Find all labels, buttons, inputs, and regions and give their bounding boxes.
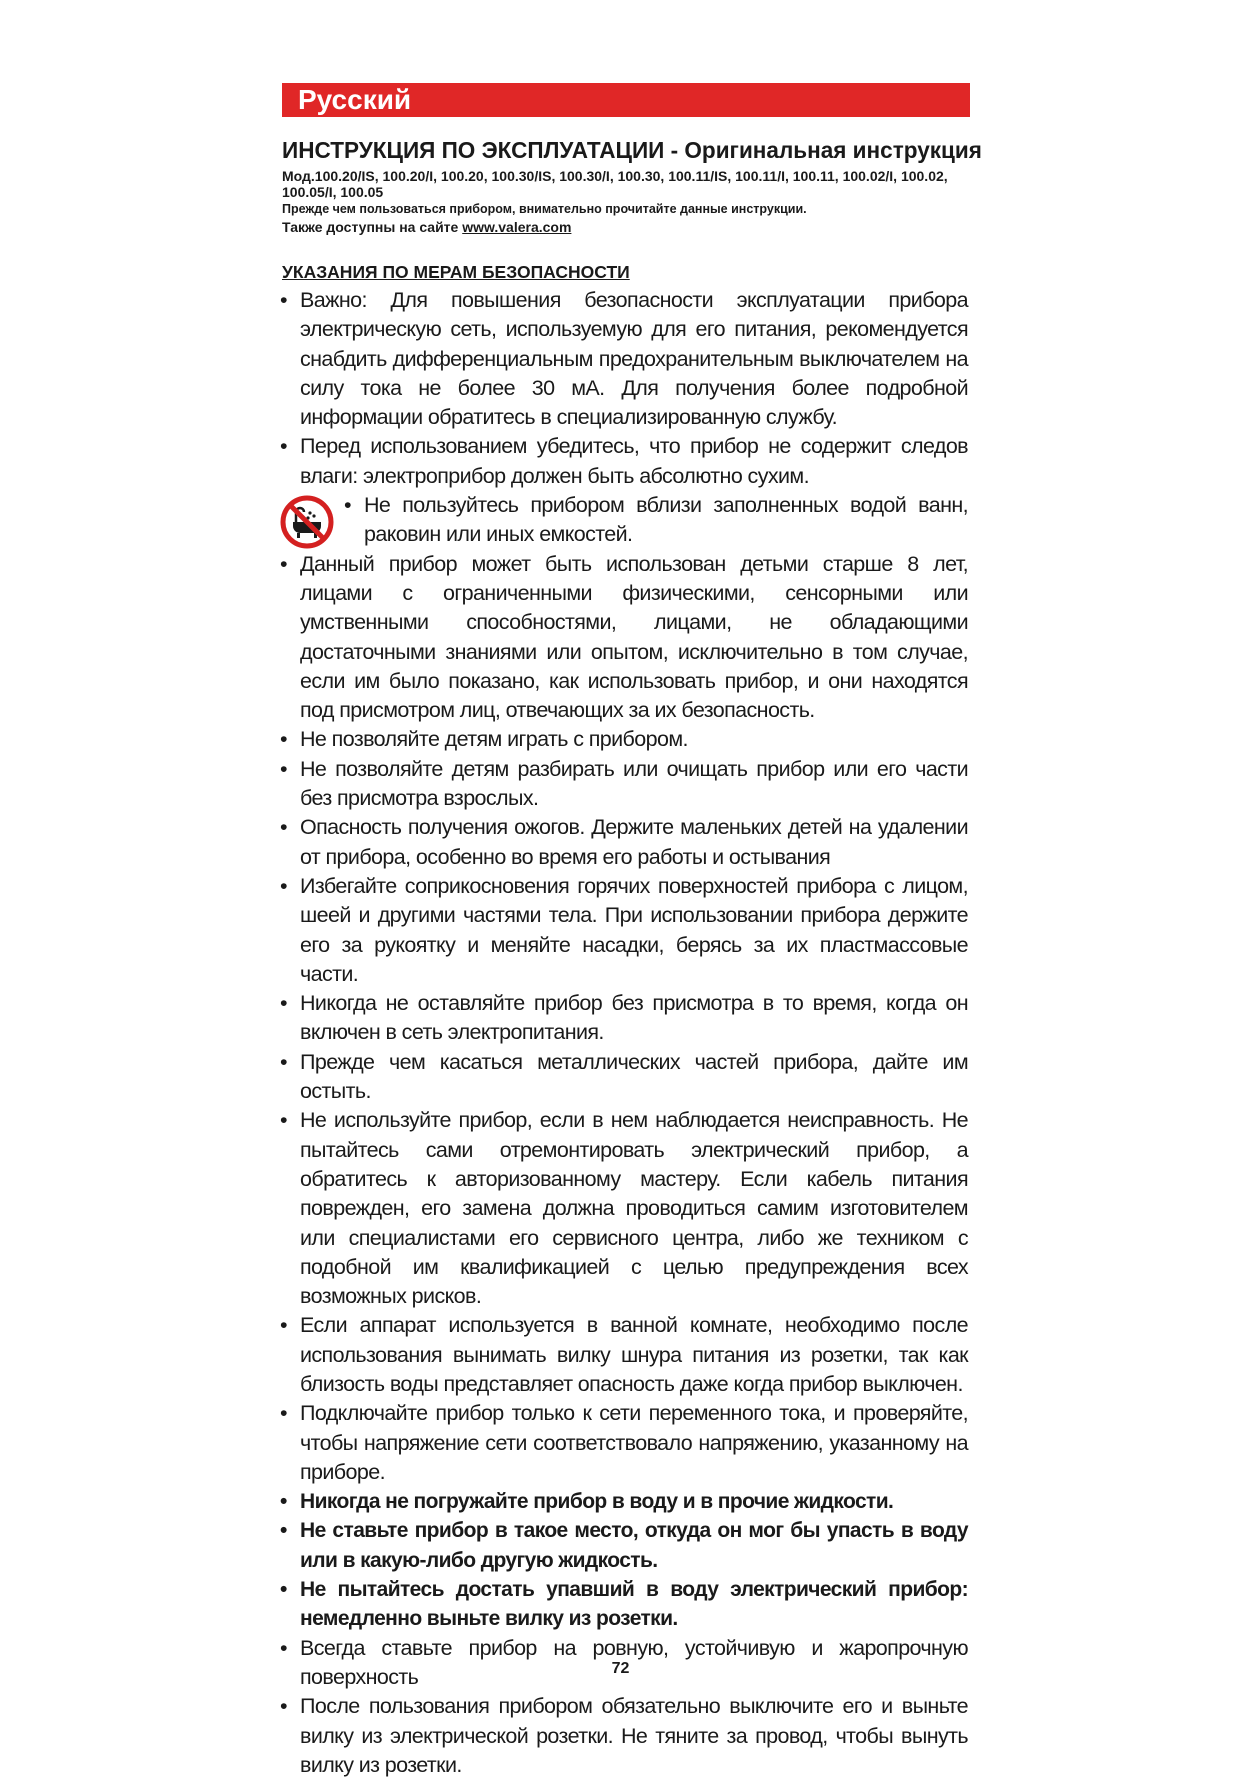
safety-item: [280, 813, 968, 872]
bullet: •: [280, 1578, 287, 1602]
safety-item-text: После пользования прибором обязательно выключите его и выньте вилку из электрической розетки. Не тяните за провод, чтобы вынуть вилку из розетки.: [300, 1694, 968, 1777]
safety-item: [280, 1106, 968, 1311]
safety-item: [280, 432, 968, 491]
safety-item: [280, 1048, 968, 1107]
bullet: •: [280, 434, 287, 459]
bullet: •: [280, 1401, 287, 1426]
safety-item-warning: [280, 1516, 968, 1575]
safety-item: [280, 725, 968, 754]
no-bathtub-icon: [280, 495, 334, 549]
safety-item-text: Всегда ставьте прибор на ровную, устойчивую и жаропрочную поверхность: [300, 1635, 968, 1689]
safety-item-text: Не ставьте прибор в такое место, откуда он мог бы упасть в воду или в какую-либо другую жидкость.: [300, 1519, 968, 1572]
bullet: •: [280, 288, 287, 312]
safety-item-text: Данный прибор может быть использован детьми старше 8 лет, лицами с ограниченными физическими, сенсорными или умственными способностями, лицами, не обладающими достаточными знаниями или опытом, исключительно в том случае, если им было показано, как использовать прибор, и они находятся под присмотром лиц, отвечающих за их безопасность.: [300, 551, 968, 723]
safety-item-text: Избегайте соприкосновения горячих поверхностей прибора с лицом, шеей и другими частями тела. При использовании прибора держите его за рукоятку и меняйте насадки, берясь за их пластмассовые части.: [300, 873, 968, 986]
safety-item: [280, 989, 968, 1048]
bullet: •: [280, 991, 287, 1016]
safety-item: [280, 755, 968, 814]
safety-item: [280, 550, 968, 726]
bullet: •: [280, 1108, 287, 1133]
safety-item-warning: [280, 1487, 968, 1516]
safety-item-text: Не пытайтесь достать упавший в воду электрический прибор: немедленно выньте вилку из розетки.: [300, 1578, 968, 1631]
language-label: Русский: [298, 84, 412, 115]
safety-item-text: Не позволяйте детям играть с прибором.: [300, 727, 688, 752]
bullet: •: [280, 551, 287, 576]
bullet: •: [280, 1490, 287, 1514]
website-line: [282, 218, 972, 236]
safety-item-text: Опасность получения ожогов. Держите маленьких детей на удалении от прибора, особенно во время его работы и остывания: [300, 815, 968, 869]
safety-item-text: Подключайте прибор только к сети переменного тока, и проверяйте, чтобы напряжение сети соответствовало напряжению, указанному на приборе.: [300, 1401, 968, 1484]
bullet: •: [280, 873, 287, 898]
safety-item: [280, 872, 968, 989]
read-instructions-note: Прежде чем пользоваться прибором, внимательно прочитайте данные инструкции.: [282, 202, 807, 216]
bullet: •: [280, 815, 287, 840]
bullet: •: [280, 1635, 287, 1660]
website-prefix: Также доступны на сайте: [282, 219, 463, 235]
safety-item-text: Не пользуйтесь прибором вблизи заполненных водой ванн, раковин или иных емкостей.: [364, 493, 968, 547]
safety-item: [280, 1692, 968, 1780]
safety-item-text: Если аппарат используется в ванной комнате, необходимо после использования вынимать вилку шнура питания из розетки, так как близость воды представляет опасность даже когда прибор выключен.: [300, 1313, 968, 1396]
safety-item-text: Никогда не оставляйте прибор без присмотра в то время, когда он включен в сеть электропитания.: [300, 991, 968, 1045]
bullet: •: [344, 493, 351, 518]
bullet: •: [280, 727, 287, 752]
bullet: •: [280, 1313, 287, 1338]
safety-item-text: Не используйте прибор, если в нем наблюдается неисправность. Не пытайтесь сами отремонтировать электрический прибор, а обратитесь к авторизованному мастеру. Если кабель питания поврежден, его замена должна проводиться самим изготовителем или специалистами его сервисного центра, либо же техником с подобной им квалификацией с целью предупреждения всех возможных рисков.: [300, 1108, 968, 1309]
bullet: •: [280, 1519, 287, 1543]
safety-item-with-icon: [280, 491, 968, 550]
safety-list: [280, 286, 968, 1780]
safety-item-text: Никогда не погружайте прибор в воду и в прочие жидкости.: [300, 1490, 894, 1514]
page-number: 72: [611, 1660, 630, 1677]
safety-item-text: Важно: Для повышения безопасности эксплуатации прибора электрическую сеть, используемую для его питания, рекомендуется снабдить дифференциальным предохранительным выключателем на силу тока не более 30 мА. Для получения более подробной информации обратитесь в специализированную службу.: [300, 288, 968, 430]
safety-item-text: Перед использованием убедитесь, что прибор не содержит следов влаги: электроприбор должен быть абсолютно сухим.: [300, 434, 968, 488]
bullet: •: [280, 756, 287, 781]
bullet: •: [280, 1694, 287, 1719]
safety-item-text: Не позволяйте детям разбирать или очищать прибор или его части без присмотра взрослых.: [300, 756, 968, 811]
safety-item: [280, 1311, 968, 1399]
document-title: ИНСТРУКЦИЯ ПО ЭКСПЛУАТАЦИИ - Оригинальная инструкция: [282, 137, 982, 163]
safety-section-title: УКАЗАНИЯ ПО МЕРАМ БЕЗОПАСНОСТИ: [282, 262, 630, 282]
model-list: Мод.100.20/IS, 100.20/I, 100.20, 100.30/IS, 100.30/I, 100.30, 100.11/IS, 100.11/I, 100.11, 100.02/I, 100.02, 100.05/I, 100.05: [282, 168, 948, 200]
bullet: •: [280, 1049, 287, 1074]
safety-item: [280, 286, 968, 432]
safety-item: [280, 1399, 968, 1487]
language-header-bar: [282, 83, 970, 117]
safety-item-warning: [280, 1575, 968, 1634]
website-link[interactable]: www.valera.com: [462, 219, 572, 235]
safety-item-text: Прежде чем касаться металлических частей прибора, дайте им остыть.: [300, 1049, 968, 1104]
